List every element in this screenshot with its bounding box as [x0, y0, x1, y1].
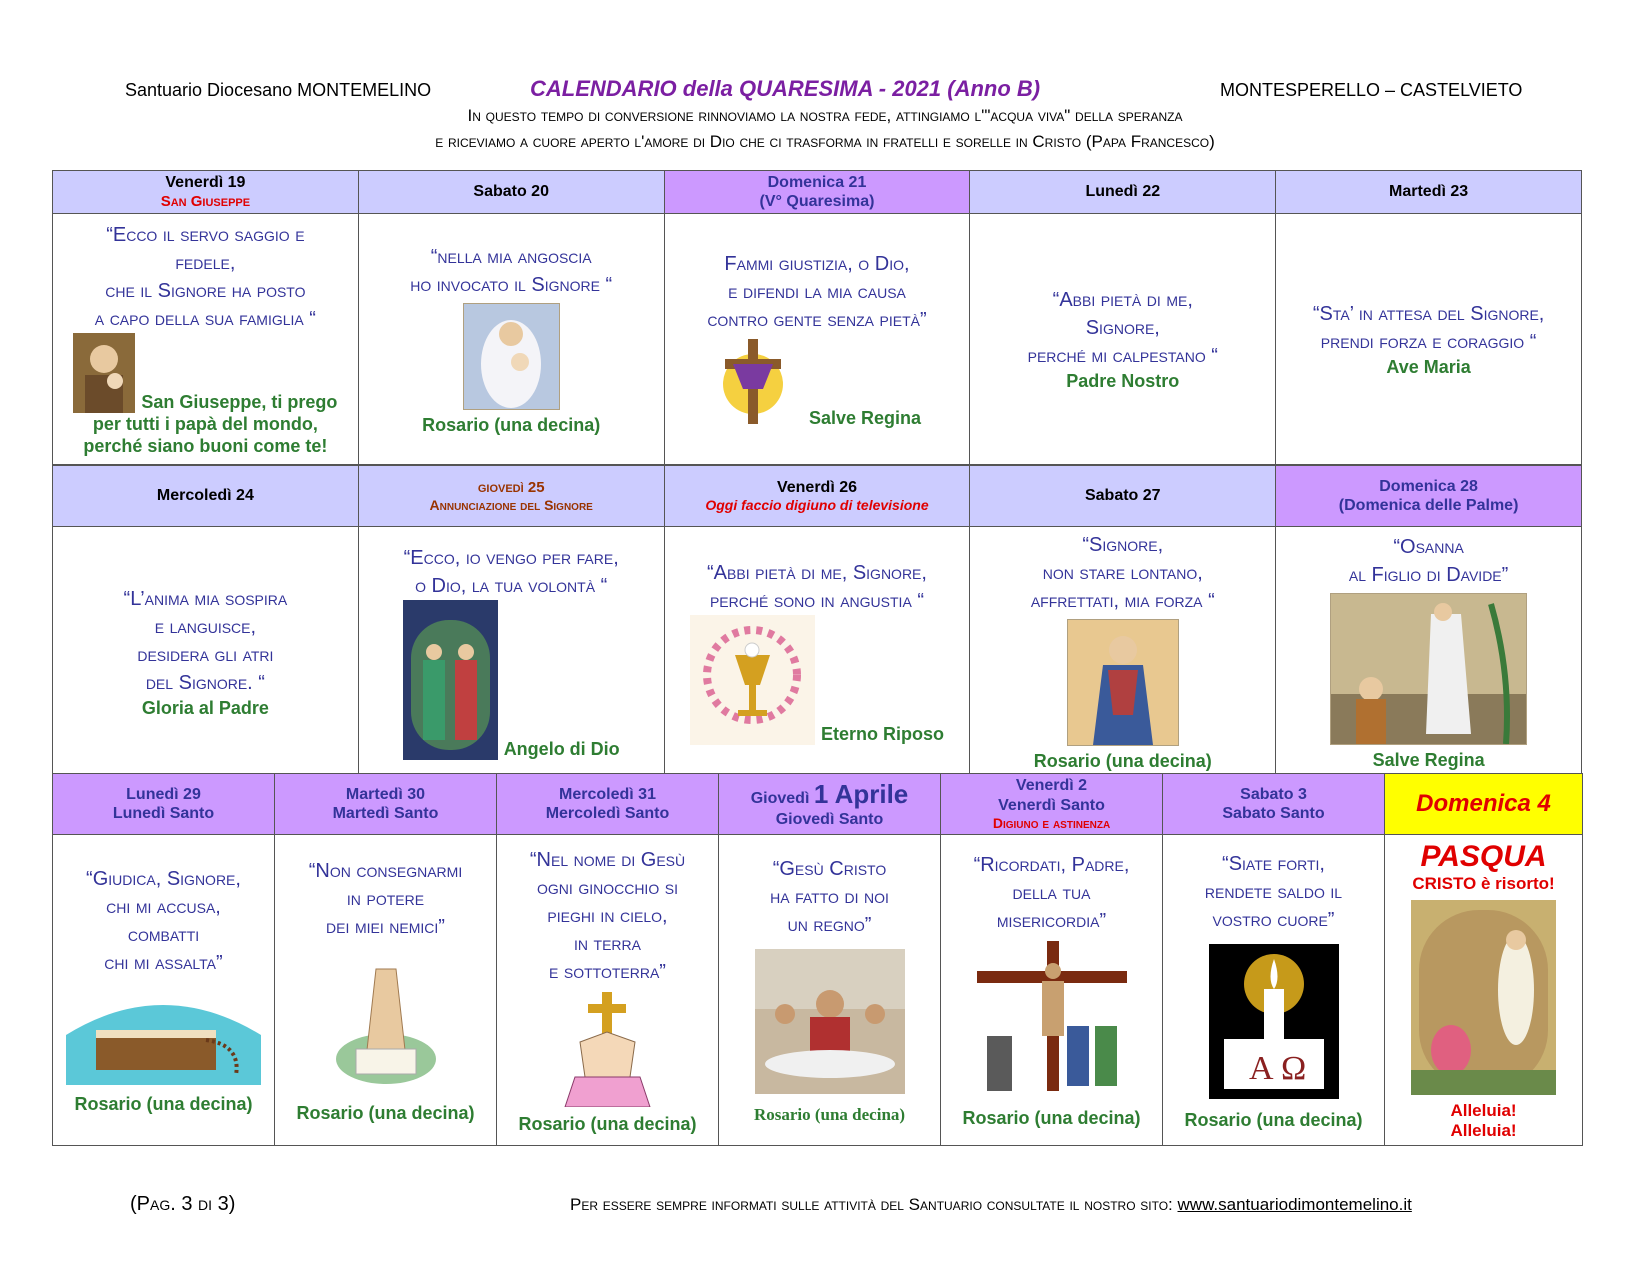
day-header: Domenica 28 (Domenica delle Palme) [1276, 466, 1582, 527]
bible-rosary-picture [66, 985, 261, 1085]
day-header: Lunedì 22 [970, 171, 1276, 214]
page-number: (Pag. 3 di 3) [130, 1193, 236, 1215]
hands-cross-picture [560, 992, 655, 1107]
day-cell: Fammi giustizia, o Dio, e difendi la mia causa contro gente senza pietà” Salve Regina [664, 214, 970, 465]
day-header: Venerdì 19 San Giuseppe [53, 171, 359, 214]
easter-title: PASQUA [1420, 839, 1547, 873]
header-left: Santuario Diocesano MONTEMELINO [125, 80, 432, 100]
day-cell: “Gesù Cristo ha fatto di noi un regno” Rosario (una decina) [719, 835, 941, 1146]
day-header: Martedì 30 Martedì Santo [275, 774, 497, 835]
day-cell: “Sta’ in attesa del Signore, prendi forza e coraggio “ Ave Maria [1276, 214, 1582, 465]
quote-line-1: In questo tempo di conversione rinnoviamo la nostra fede, attingiamo l'"acqua viva" della speranza [467, 106, 1183, 125]
website-link[interactable]: www.santuariodimontemelino.it [1177, 1195, 1412, 1214]
day-header: Lunedì 29 Lunedì Santo [53, 774, 275, 835]
day-header: Martedì 23 [1276, 171, 1582, 214]
resurrection-picture [1411, 900, 1556, 1095]
st-joseph-picture [73, 333, 135, 413]
calendar-title: CALENDARIO della QUARESIMA - 2021 (Anno B) [530, 76, 1041, 101]
chalice-picture [690, 615, 815, 745]
svg-text:Ω: Ω [1280, 1049, 1306, 1087]
day-header: Sabato 27 [970, 466, 1276, 527]
day-header: Venerdì 2 Venerdì Santo Digiuno e astinenza [941, 774, 1163, 835]
header-right: MONTESPERELLO – CASTELVIETO [1220, 80, 1523, 100]
day-header: Giovedì 1 Aprile Giovedì Santo [719, 774, 941, 835]
last-supper-picture [755, 949, 905, 1094]
madonna-picture [463, 303, 560, 410]
day-header: Sabato 3 Sabato Santo [1163, 774, 1385, 835]
day-header: Mercoledì 24 [53, 466, 359, 527]
praying-hands-picture [321, 949, 451, 1094]
annunciation-picture [403, 600, 498, 760]
day-cell: “L’anima mia sospira e languisce, desidera gli atri del Signore. “ Gloria al Padre [53, 527, 359, 777]
day-cell: “Signore, non stare lontano, affrettati, mia forza “ Rosario (una decina) [970, 527, 1276, 777]
quote-line-2: e riceviamo a cuore aperto l'amore di Dio che ci trasforma in fratelli e sorelle in Cristo (Papa Francesco) [435, 132, 1215, 151]
footer-info: Per essere sempre informati sulle attività del Santuario consultate il nostro sito: www.santuariodimontemelino.it [570, 1195, 1412, 1214]
day-cell: “Ricordati, Padre, della tua misericordia” Rosario (una decina) [941, 835, 1163, 1146]
day-cell: “Non consegnarmi in potere dei miei nemici” Rosario (una decina) [275, 835, 497, 1146]
day-cell: “Osanna al Figlio di Davide” Salve Regina [1276, 527, 1582, 777]
week-row-3 [52, 773, 1583, 1146]
day-cell: “Siate forti, rendete saldo il vostro cuore” A Ω Rosario (una decina) [1163, 835, 1385, 1146]
palm-sunday-picture [1330, 593, 1527, 745]
day-header: Mercoledì 31 Mercoledì Santo [497, 774, 719, 835]
day-cell: “Giudica, Signore, chi mi accusa, combatti chi mi assalta” Rosario (una decina) [53, 835, 275, 1146]
cross-picture [713, 334, 793, 429]
crucifixion-picture [967, 941, 1137, 1101]
day-cell: PASQUA CRISTO è risorto! Alleluia! Alleluia! [1385, 835, 1583, 1146]
week-row-2 [52, 465, 1582, 777]
day-header: Sabato 20 [358, 171, 664, 214]
day-header: giovedì 25 Annunciazione del Signore [358, 466, 664, 527]
day-header: Domenica 4 [1385, 774, 1583, 835]
candle-alpha-omega-picture [1209, 944, 1339, 1099]
day-cell: “Nel nome di Gesù ogni ginocchio si pieghi in cielo, in terra e sottoterra” Rosario (una decina) [497, 835, 719, 1146]
day-cell: “Abbi pietà di me, Signore, perché sono in angustia “ Eterno Riposo [664, 527, 970, 777]
day-header: Domenica 21 (V° Quaresima) [664, 171, 970, 214]
week-row-1 [52, 170, 1582, 465]
day-cell: “nella mia angoscia ho invocato il Signore “ Rosario (una decina) [358, 214, 664, 465]
day-cell: “Ecco, io vengo per fare, o Dio, la tua volontà “ Angelo di Dio [358, 527, 664, 777]
mary-picture [1067, 619, 1179, 746]
svg-text:A: A [1248, 1049, 1274, 1087]
day-header: Venerdì 26 Oggi faccio digiuno di televisione [664, 466, 970, 527]
day-cell: “Abbi pietà di me, Signore, perché mi calpestano “ Padre Nostro [970, 214, 1276, 465]
day-cell: “Ecco il servo saggio e fedele, che il Signore ha posto a capo della sua famiglia “ San Giuseppe, ti prego per tutti i papà del mondo, perché siano buoni come te! [53, 214, 359, 465]
